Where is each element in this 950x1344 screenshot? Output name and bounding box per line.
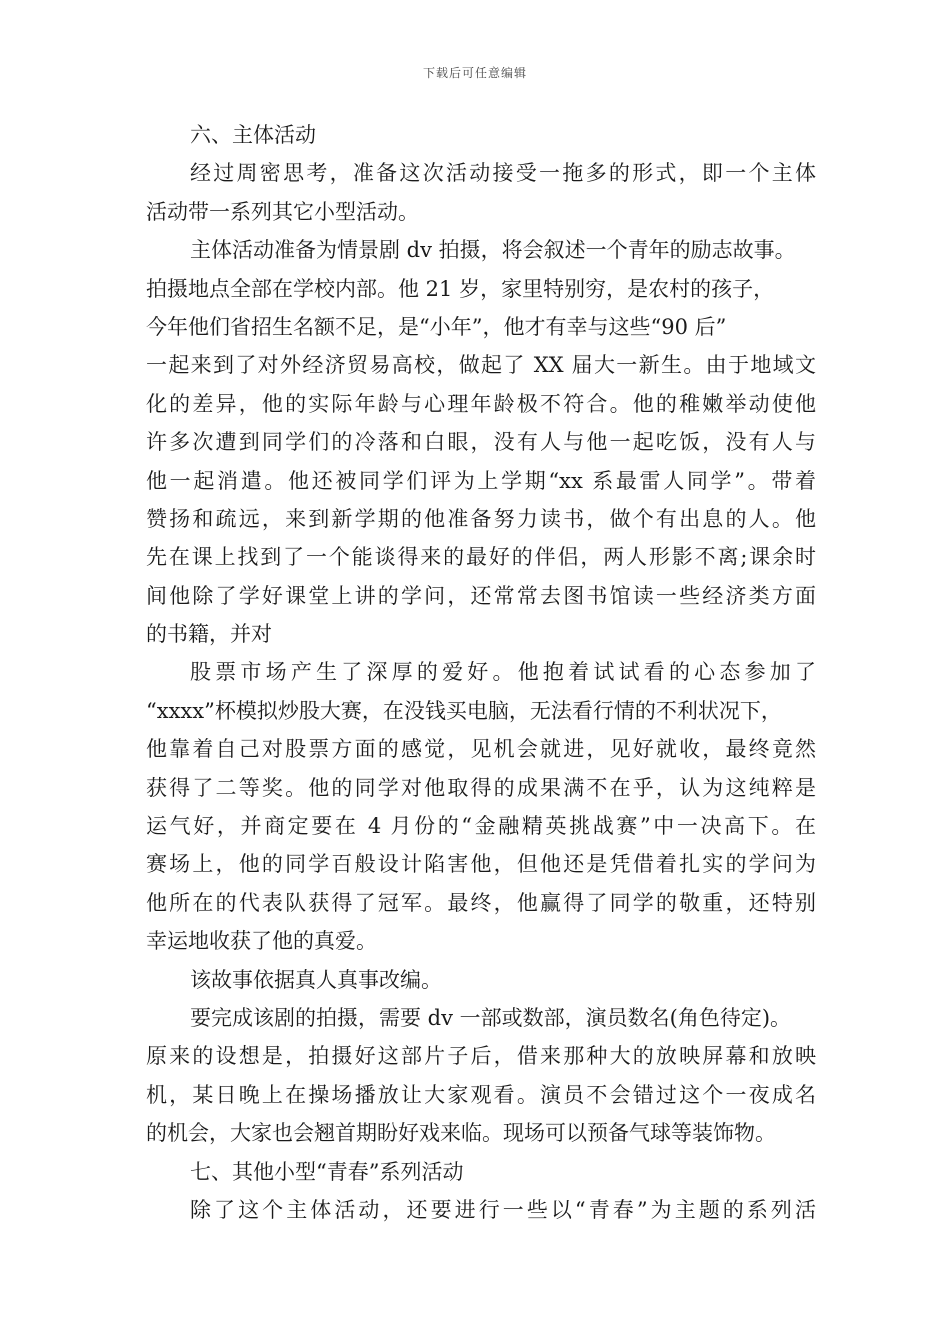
text-line: 活动带一系列其它小型活动。: [146, 199, 419, 224]
text-line: 幸运地收获了他的真爱。: [146, 929, 377, 954]
text-line: 他所在的代表队获得了冠军。最终，他赢得了同学的敬重，还特别: [146, 890, 816, 915]
text-line: 除了这个主体活动，还要进行一些以“青春”为主题的系列活: [190, 1197, 816, 1222]
text-line: 七、其他小型“青春”系列活动: [190, 1159, 464, 1184]
text-line: 一起来到了对外经济贸易高校，做起了 XX 届大一新生。由于地域文: [146, 353, 816, 378]
text-line: 六、主体活动: [190, 123, 316, 147]
text-line: 今年他们省招生名额不足，是“小年”，他才有幸与这些“90 后”: [146, 314, 727, 339]
text-line: 经过周密思考，准备这次活动接受一拖多的形式，即一个主体: [190, 161, 816, 186]
text-line: 他靠着自己对股票方面的感觉，见机会就进，见好就收，最终竟然: [146, 737, 816, 762]
text-line: 主体活动准备为情景剧 dv 拍摄，将会叙述一个青年的励志故事。: [190, 238, 796, 263]
text-line: 赛场上，他的同学百般设计陷害他，但他还是凭借着扎实的学问为: [146, 852, 816, 877]
text-line: 机，某日晚上在操场播放让大家观看。演员不会错过这个一夜成名: [146, 1082, 816, 1107]
text-line: 拍摄地点全部在学校内部。他 21 岁，家里特别穷，是农村的孩子，: [146, 276, 775, 301]
text-line: 间他除了学好课堂上讲的学问，还常常去图书馆读一些经济类方面: [146, 583, 816, 608]
text-line: 赞扬和疏远，来到新学期的他准备努力读书，做个有出息的人。他: [146, 506, 816, 531]
text-line: 化的差异，他的实际年龄与心理年龄极不符合。他的稚嫩举动使他: [146, 391, 816, 416]
text-line: 股票市场产生了深厚的爱好。他抱着试试看的心态参加了: [190, 660, 816, 685]
text-line: 他一起消遣。他还被同学们评为上学期“xx 系最雷人同学”。带着: [146, 468, 816, 493]
text-line: 运气好，并商定要在 4 月份的“金融精英挑战赛”中一决高下。在: [146, 814, 816, 839]
text-line: “xxxx”杯模拟炒股大赛，在没钱买电脑，无法看行情的不利状况下，: [146, 698, 782, 723]
text-line: 原来的设想是，拍摄好这部片子后，借来那种大的放映屏幕和放映: [146, 1044, 816, 1069]
text-line: 该故事依据真人真事改编。: [190, 967, 442, 992]
text-line: 要完成该剧的拍摄，需要 dv 一部或数部，演员数名(角色待定)。: [190, 1005, 792, 1030]
text-line: 的机会，大家也会翘首期盼好戏来临。现场可以预备气球等装饰物。: [146, 1121, 776, 1146]
text-line: 的书籍，并对: [146, 622, 272, 647]
text-line: 先在课上找到了一个能谈得来的最好的伴侣，两人形影不离;课余时: [146, 545, 816, 570]
document-body: [146, 116, 816, 1229]
text-line: 获得了二等奖。他的同学对他取得的成果满不在乎，认为这纯粹是: [146, 775, 816, 800]
text-line: 许多次遭到同学们的冷落和白眼，没有人与他一起吃饭，没有人与: [146, 430, 816, 455]
page-header: 下载后可任意编辑: [422, 66, 527, 80]
